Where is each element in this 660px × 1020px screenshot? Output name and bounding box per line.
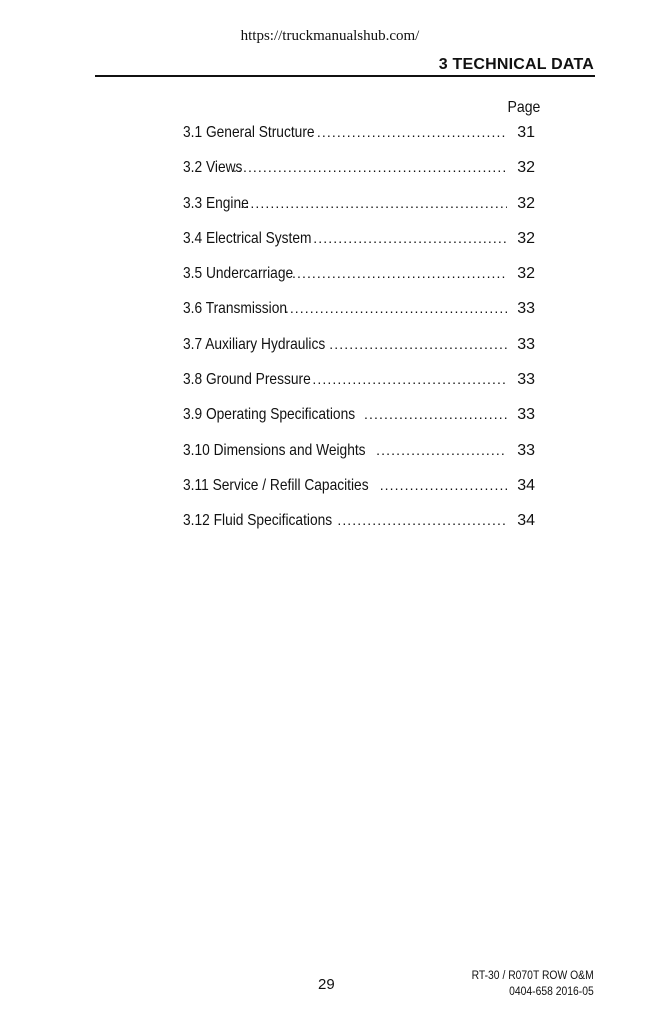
toc-entry[interactable] [183, 122, 535, 157]
table-of-contents [183, 122, 535, 546]
toc-entry[interactable] [183, 263, 535, 298]
toc-entry[interactable] [183, 193, 535, 228]
section-title: 3 TECHNICAL DATA [438, 56, 594, 73]
toc-entry-label: 3.9 Operating Specifications [183, 406, 356, 424]
toc-entry-page: 33 [517, 335, 535, 353]
dot-leader [240, 193, 507, 213]
toc-entry-label: 3.8 Ground Pressure [183, 371, 311, 389]
dot-leader [285, 298, 507, 318]
toc-entry-label: 3.12 Fluid Specifications [183, 512, 333, 530]
dot-leader [317, 122, 507, 142]
toc-entry-page: 32 [517, 159, 535, 177]
document-info [472, 968, 594, 1000]
toc-entry[interactable] [183, 334, 535, 369]
toc-entry-page: 34 [517, 512, 535, 530]
dot-leader [233, 157, 507, 177]
toc-entry-label: 3.2 Views [183, 159, 243, 177]
toc-entry-label: 3.10 Dimensions and Weights [183, 441, 366, 459]
toc-entry-label: 3.6 Transmission [183, 300, 288, 318]
toc-entry-page: 32 [517, 229, 535, 247]
page-number: 29 [318, 976, 335, 993]
toc-entry[interactable] [183, 440, 535, 475]
toc-entry[interactable] [183, 369, 535, 404]
toc-entry-page: 33 [517, 371, 535, 389]
toc-entry[interactable] [183, 157, 535, 192]
toc-entry-label: 3.5 Undercarriage [183, 265, 294, 283]
toc-entry[interactable] [183, 228, 535, 263]
source-url[interactable]: https://truckmanualshub.com/ [240, 28, 420, 44]
dot-leader [292, 263, 507, 283]
toc-entry-page: 34 [517, 476, 535, 494]
toc-entry-label: 3.11 Service / Refill Capacities [183, 476, 369, 494]
dot-leader [337, 510, 507, 530]
header-divider [95, 75, 595, 77]
document-code: 0404-658 2016-05 [509, 986, 594, 998]
toc-entry[interactable] [183, 298, 535, 333]
toc-entry-page: 33 [517, 406, 535, 424]
document-title: RT-30 / R070T ROW O&M [471, 970, 594, 982]
dot-leader [313, 228, 507, 248]
toc-entry-label: 3.7 Auxiliary Hydraulics [183, 335, 326, 353]
toc-entry-label: 3.3 Engine [183, 194, 249, 212]
dot-leader [380, 475, 507, 495]
toc-entry[interactable] [183, 475, 535, 510]
toc-entry-label: 3.4 Electrical System [183, 229, 312, 247]
dot-leader [376, 440, 507, 460]
toc-entry-page: 31 [517, 124, 535, 141]
dot-leader [329, 334, 507, 354]
toc-entry-page: 33 [517, 441, 535, 459]
page-column-label: Page [507, 99, 540, 116]
toc-entry-page: 33 [517, 300, 535, 318]
toc-entry[interactable] [183, 404, 535, 439]
dot-leader [312, 369, 507, 389]
toc-entry-page: 32 [517, 194, 535, 212]
toc-entry-label: 3.1 General Structure [183, 124, 315, 141]
dot-leader [364, 404, 507, 424]
toc-entry[interactable] [183, 510, 535, 545]
toc-entry-page: 32 [517, 265, 535, 283]
